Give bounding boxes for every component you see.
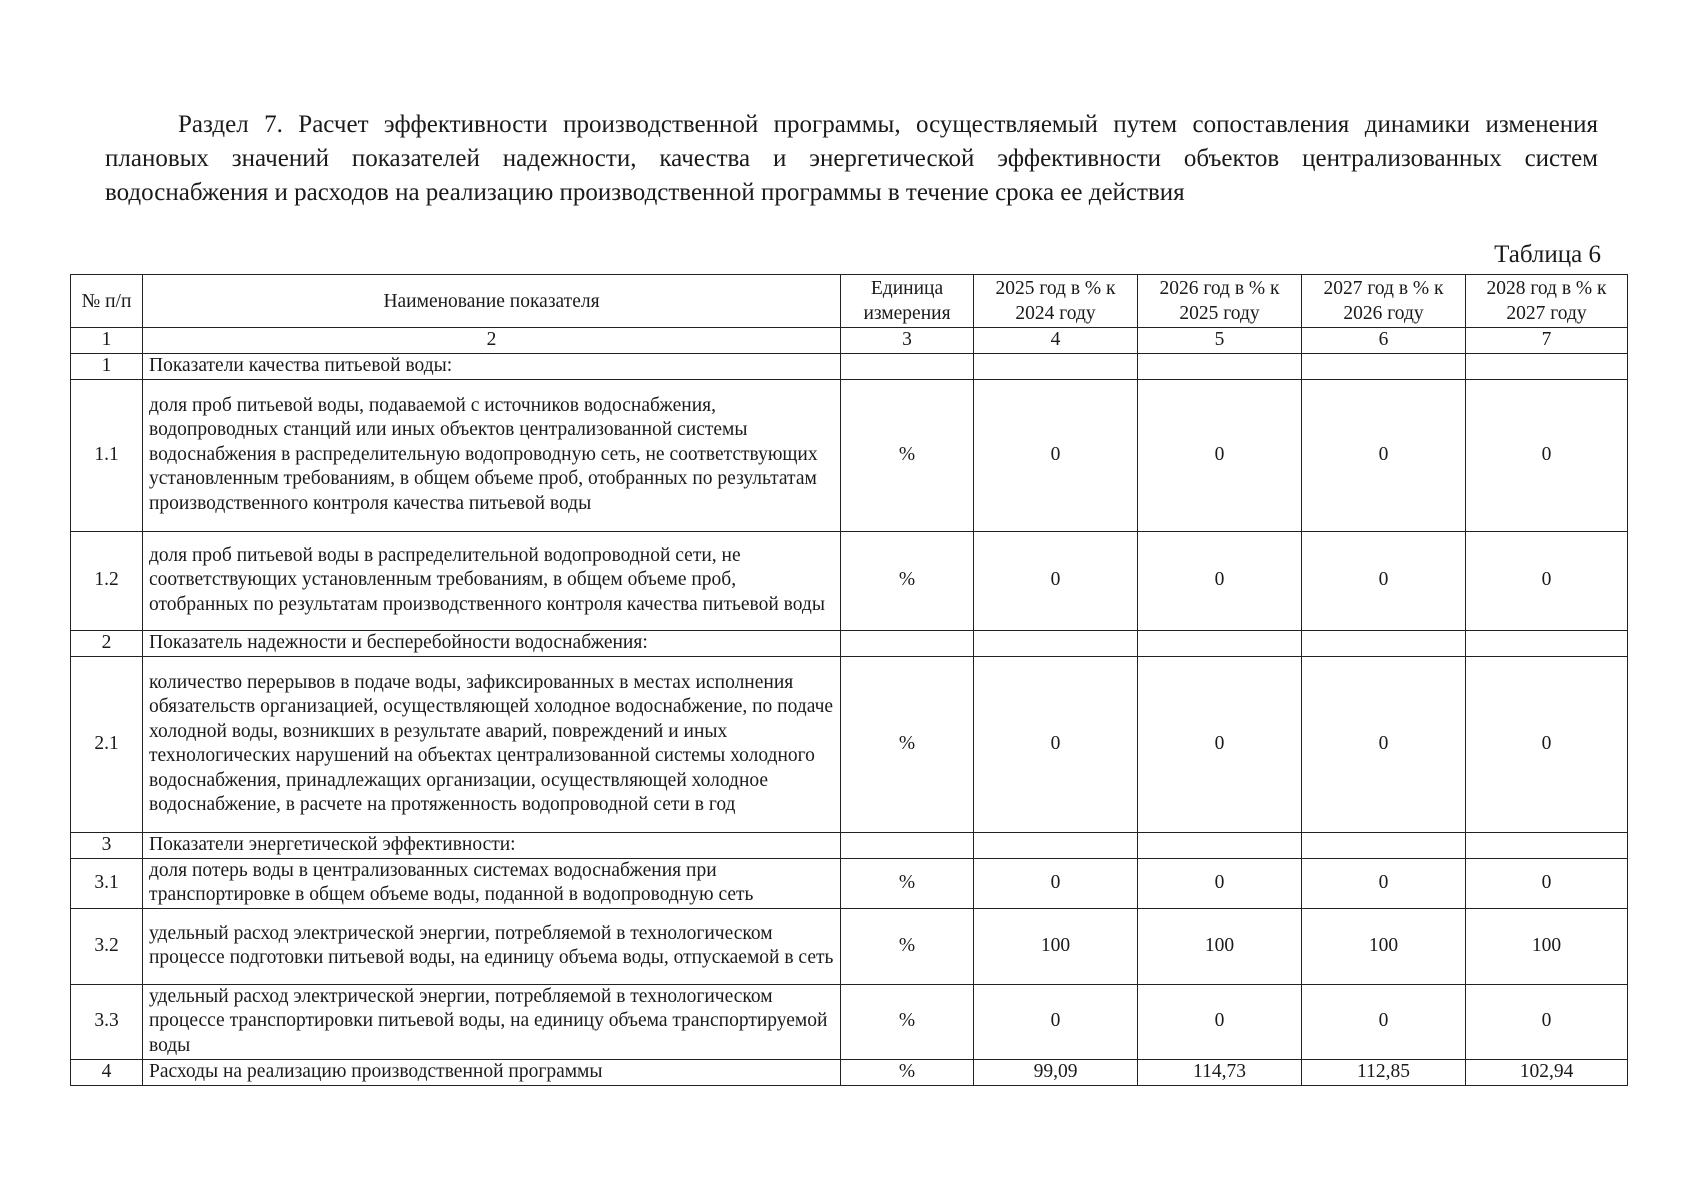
header-unit: Единица измерения (841, 275, 974, 328)
row-value-2028: 0 (1466, 656, 1628, 832)
table-row (71, 630, 1628, 656)
header-name: Наименование показателя (143, 275, 841, 328)
row-name: Показатель надежности и бесперебойности водоснабжения: (143, 630, 841, 656)
column-number: 6 (1302, 328, 1466, 354)
column-number: 7 (1466, 328, 1628, 354)
row-name: Показатели качества питьевой воды: (143, 353, 841, 379)
row-value-2025: 99,09 (974, 1059, 1138, 1085)
row-value-2027 (1302, 630, 1466, 656)
row-value-2028 (1466, 630, 1628, 656)
header-2028: 2028 год в % к 2027 году (1466, 275, 1628, 328)
row-num: 3 (71, 832, 143, 858)
row-value-2027: 0 (1302, 858, 1466, 908)
row-value-2025: 0 (974, 858, 1138, 908)
row-unit: % (841, 1059, 974, 1085)
row-value-2028: 100 (1466, 908, 1628, 984)
column-number: 5 (1138, 328, 1302, 354)
row-value-2025: 0 (974, 531, 1138, 630)
row-value-2025: 0 (974, 379, 1138, 531)
header-2025: 2025 год в % к 2024 году (974, 275, 1138, 328)
column-number: 3 (841, 328, 974, 354)
row-value-2026 (1138, 353, 1302, 379)
row-unit: % (841, 656, 974, 832)
table-row (71, 858, 1628, 908)
row-unit (841, 353, 974, 379)
row-num: 3.1 (71, 858, 143, 908)
header-2027: 2027 год в % к 2026 году (1302, 275, 1466, 328)
header-2026: 2026 год в % к 2025 году (1138, 275, 1302, 328)
row-value-2027 (1302, 353, 1466, 379)
row-num: 2 (71, 630, 143, 656)
row-value-2027: 112,85 (1302, 1059, 1466, 1085)
table-caption: Таблица 6 (1494, 241, 1601, 268)
row-num: 1 (71, 353, 143, 379)
row-value-2027 (1302, 832, 1466, 858)
row-num: 4 (71, 1059, 143, 1085)
column-number-row (71, 328, 1628, 354)
row-value-2028: 0 (1466, 858, 1628, 908)
row-value-2025 (974, 832, 1138, 858)
row-value-2028: 102,94 (1466, 1059, 1628, 1085)
row-num: 1.2 (71, 531, 143, 630)
row-value-2026: 0 (1138, 531, 1302, 630)
row-value-2026: 0 (1138, 379, 1302, 531)
row-name: Показатели энергетической эффективности: (143, 832, 841, 858)
row-value-2028: 0 (1466, 379, 1628, 531)
row-value-2027: 0 (1302, 984, 1466, 1059)
row-value-2026 (1138, 630, 1302, 656)
row-value-2028: 0 (1466, 984, 1628, 1059)
table-row (71, 353, 1628, 379)
column-number: 4 (974, 328, 1138, 354)
row-value-2026: 0 (1138, 656, 1302, 832)
row-value-2026: 100 (1138, 908, 1302, 984)
column-number: 1 (71, 328, 143, 354)
row-name: количество перерывов в подаче воды, зафиксированных в местах исполнения обязательств организацией, осуществляющей холодное водоснабжение, по подаче холодной воды, возникших в результате аварий, повреждений и иных технологических нарушений на объектах централизованной системы холодного водоснабжения, принадлежащих организации, осуществляющей холодное водоснабжение, в расчете на протяженность водопроводной сети в год (143, 656, 841, 832)
row-num: 3.3 (71, 984, 143, 1059)
row-name: удельный расход электрической энергии, потребляемой в технологическом процессе транспортировки питьевой воды, на единицу объема транспортируемой воды (143, 984, 841, 1059)
table-row (71, 984, 1628, 1059)
header-num: № п/п (71, 275, 143, 328)
row-value-2025 (974, 353, 1138, 379)
row-unit: % (841, 984, 974, 1059)
row-value-2026: 0 (1138, 984, 1302, 1059)
row-value-2027: 0 (1302, 531, 1466, 630)
row-value-2026 (1138, 832, 1302, 858)
row-unit (841, 630, 974, 656)
row-value-2027: 0 (1302, 379, 1466, 531)
table-row (71, 379, 1628, 531)
row-value-2025: 0 (974, 656, 1138, 832)
row-value-2027: 100 (1302, 908, 1466, 984)
row-value-2026: 0 (1138, 858, 1302, 908)
row-num: 2.1 (71, 656, 143, 832)
row-name: доля потерь воды в централизованных системах водоснабжения при транспортировке в общем объеме воды, поданной в водопроводную сеть (143, 858, 841, 908)
row-unit: % (841, 531, 974, 630)
table-header-row (71, 275, 1628, 328)
table-row (71, 656, 1628, 832)
row-name: доля проб питьевой воды, подаваемой с источников водоснабжения, водопроводных станций или иных объектов централизованной системы водоснабжения в распределительную водопроводную сеть, не соответствующих установленным требованиям, в общем объеме проб, отобранных по результатам производственного контроля качества питьевой воды (143, 379, 841, 531)
row-value-2025: 0 (974, 984, 1138, 1059)
row-value-2028 (1466, 353, 1628, 379)
row-unit: % (841, 908, 974, 984)
row-value-2026: 114,73 (1138, 1059, 1302, 1085)
row-name: удельный расход электрической энергии, потребляемой в технологическом процессе подготовки питьевой воды, на единицу объема воды, отпускаемой в сеть (143, 908, 841, 984)
table-row (71, 531, 1628, 630)
row-value-2028: 0 (1466, 531, 1628, 630)
row-unit (841, 832, 974, 858)
row-value-2028 (1466, 832, 1628, 858)
indicators-table (70, 274, 1628, 1086)
table-row (71, 1059, 1628, 1085)
row-unit: % (841, 858, 974, 908)
row-unit: % (841, 379, 974, 531)
row-num: 1.1 (71, 379, 143, 531)
row-name: Расходы на реализацию производственной программы (143, 1059, 841, 1085)
row-num: 3.2 (71, 908, 143, 984)
row-value-2025: 100 (974, 908, 1138, 984)
row-value-2027: 0 (1302, 656, 1466, 832)
row-name: доля проб питьевой воды в распределительной водопроводной сети, не соответствующих установленным требованиям, в общем объеме проб, отобранных по результатам производственного контроля качества питьевой воды (143, 531, 841, 630)
section-heading: Раздел 7. Расчет эффективности производственной программы, осуществляемый путем сопоставления динамики изменения плановых значений показателей надежности, качества и энергетической эффективности объектов централизованных систем водоснабжения и расходов на реализацию производственной программы в течение срока ее действия (105, 111, 1598, 206)
column-number: 2 (143, 328, 841, 354)
row-value-2025 (974, 630, 1138, 656)
table-row (71, 908, 1628, 984)
table-row (71, 832, 1628, 858)
